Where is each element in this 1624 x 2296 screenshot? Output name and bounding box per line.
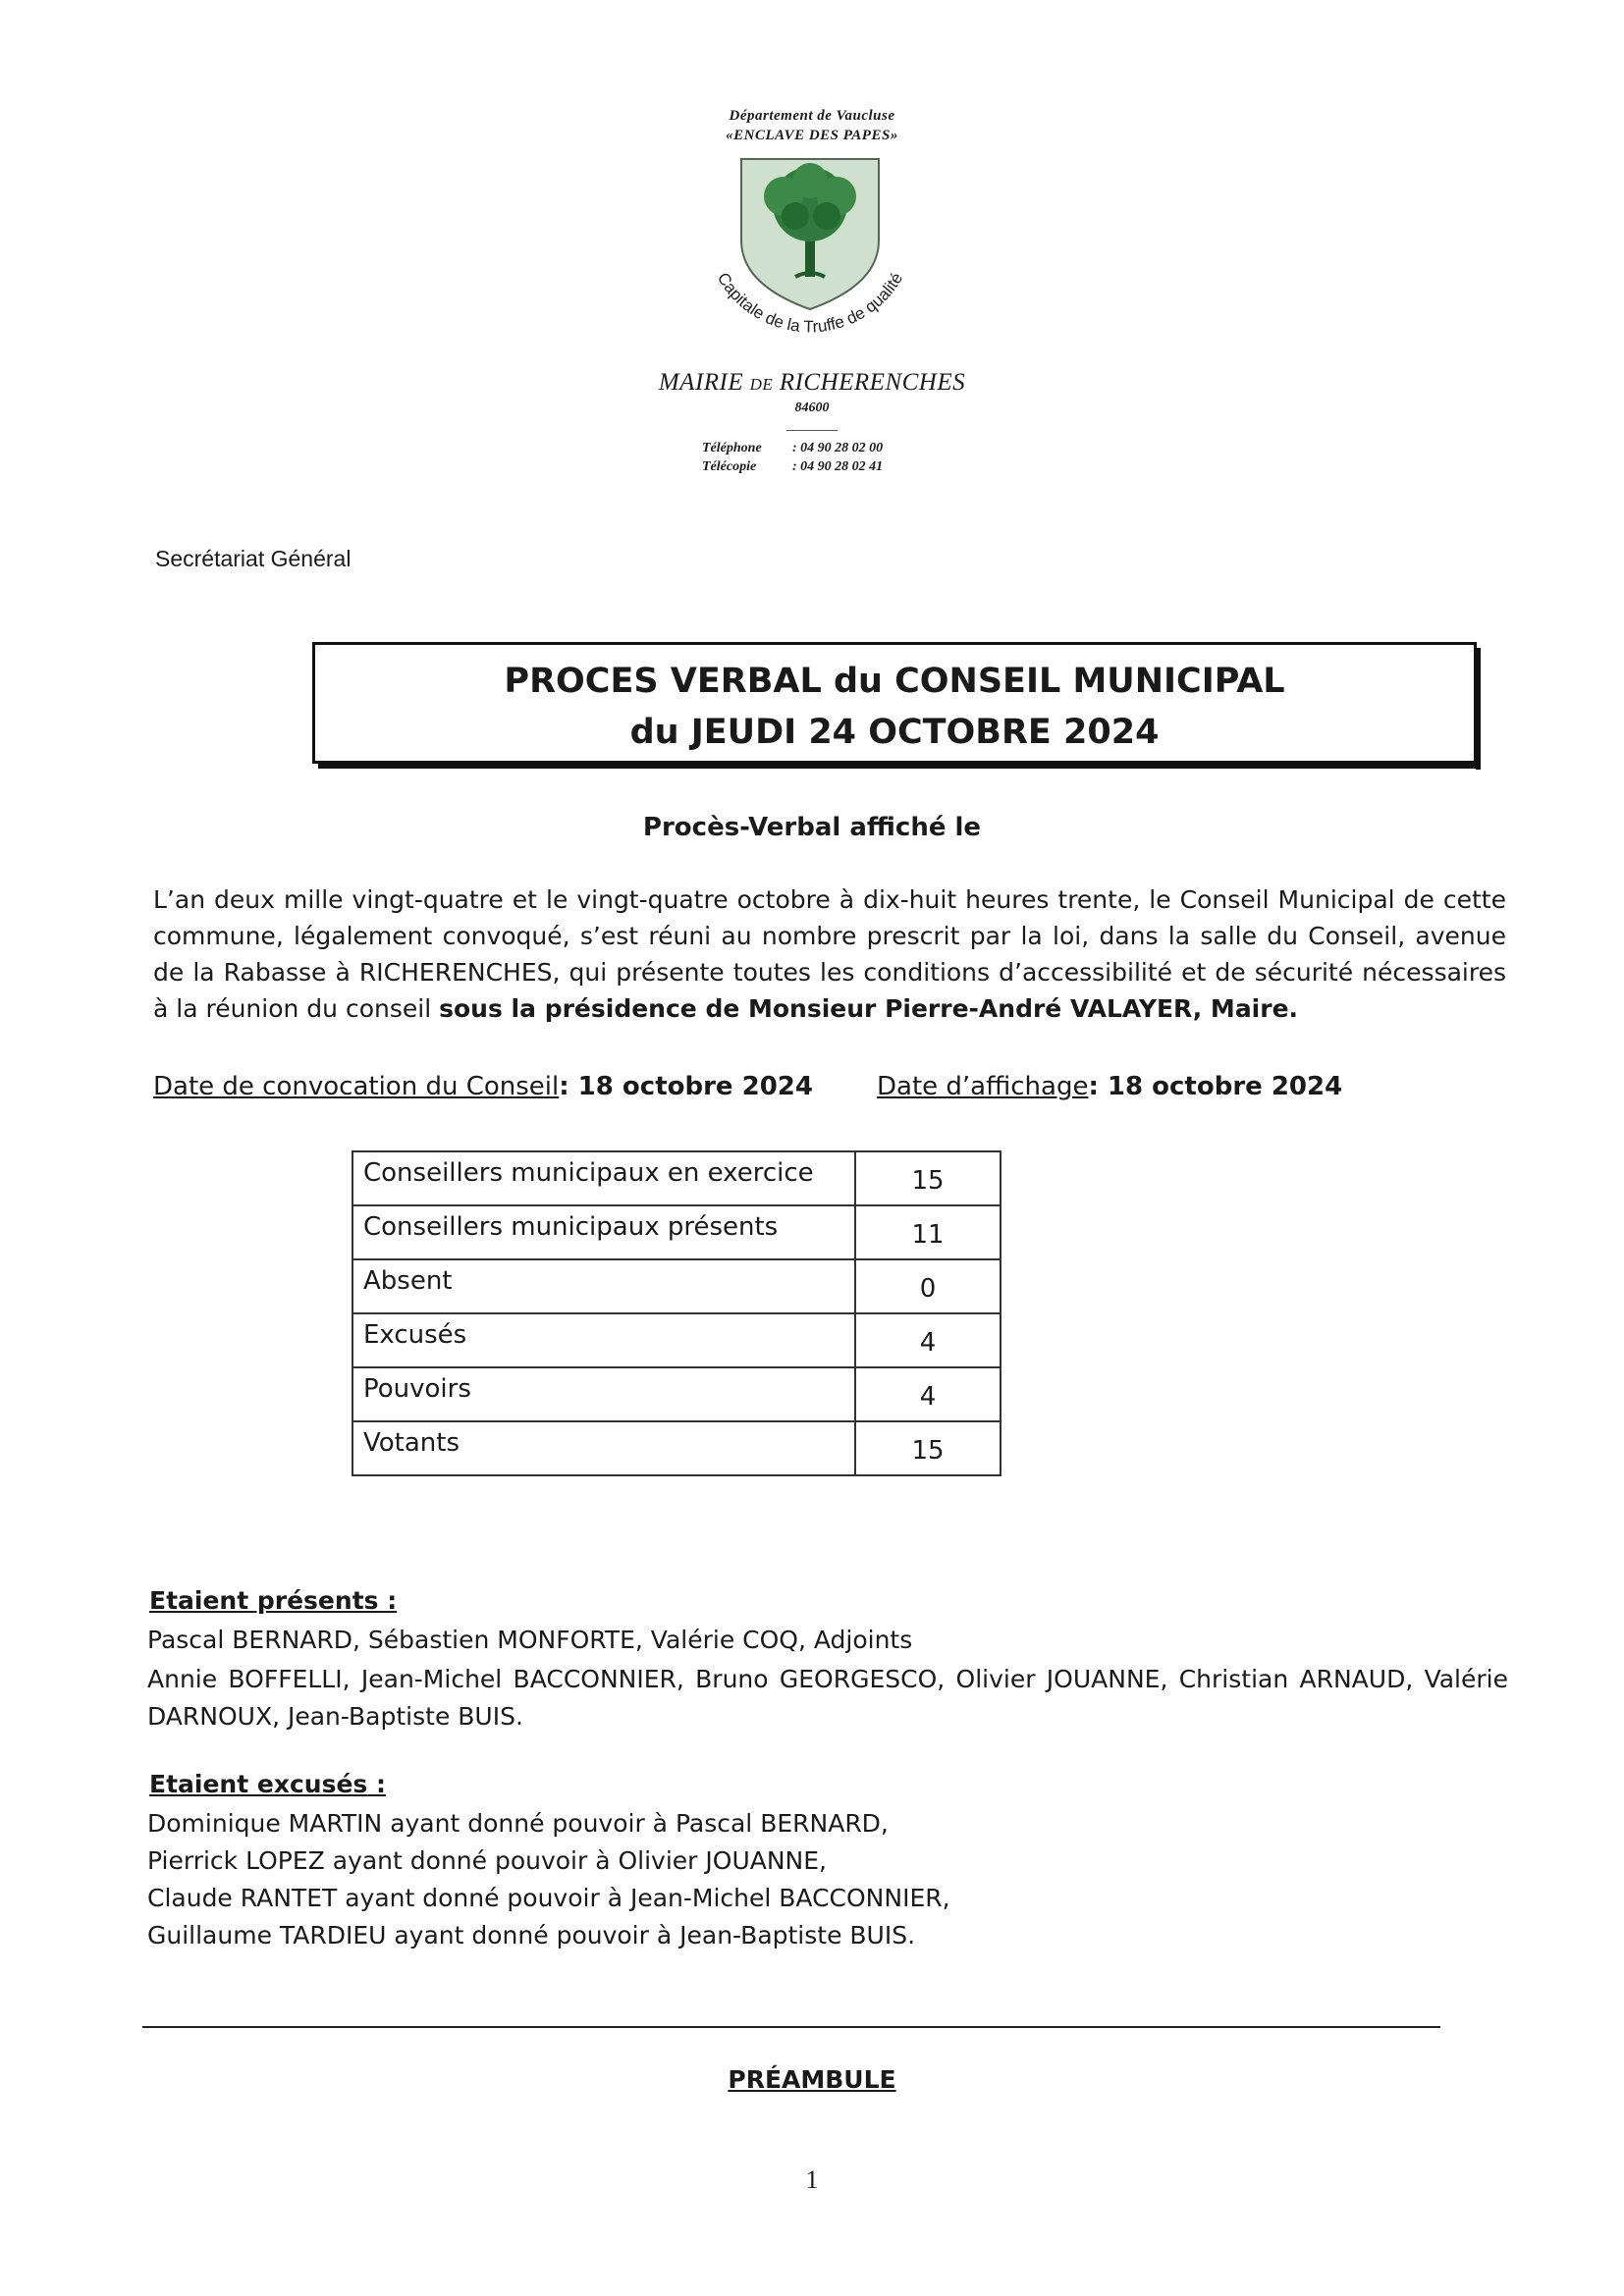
secretariat-label: Secrétariat Général [155,546,352,571]
mairie-name: MAIRIE DE RICHERENCHES [658,369,966,396]
department-name: Département de Vaucluse [729,108,895,124]
affiche-line: Procès-Verbal affiché le [642,813,982,842]
preambule-heading: PRÉAMBULE [728,2065,896,2094]
town-crest [687,147,933,353]
letterhead-divider [786,430,838,431]
phone-value: : 04 90 28 02 00 [792,441,884,455]
excuse-line: Guillaume TARDIEU ayant donné pouvoir à Jean-Baptiste BUIS. [147,1921,916,1949]
fax-value: : 04 90 28 02 41 [792,459,884,474]
stat-label: Excusés [352,1313,855,1367]
stat-value: 11 [855,1205,1001,1259]
section-divider [142,2026,1440,2028]
intro-presidence: sous la présidence de Monsieur Pierre-André VALAYER, Maire. [439,994,1299,1023]
stat-value: 0 [855,1259,1001,1313]
intro-paragraph [153,881,1506,1027]
excuse-line: Pierrick LOPEZ ayant donné pouvoir à Olivier JOUANNE, [147,1846,828,1875]
presents-line: Annie BOFFELLI, Jean-Michel BACCONNIER, Bruno GEORGESCO, Olivier JOUANNE, Christian ARNAUD, Valérie [147,1665,1508,1693]
stat-value: 4 [855,1313,1001,1367]
page-number: 1 [805,2165,819,2194]
table-row [352,1151,1001,1205]
excuse-line: Dominique MARTIN ayant donné pouvoir à Pascal BERNARD, [147,1809,889,1838]
convocation-date [153,1072,813,1101]
stat-label: Conseillers municipaux en exercice [352,1151,855,1205]
table-row [352,1205,1001,1259]
presents-line: DARNOUX, Jean-Baptiste BUIS. [147,1702,523,1731]
stat-label: Conseillers municipaux présents [352,1205,855,1259]
convocation-value: : 18 octobre 2024 [559,1072,813,1101]
table-row [352,1259,1001,1313]
stat-value: 4 [855,1367,1001,1421]
table-row [352,1421,1001,1475]
affichage-value: : 18 octobre 2024 [1088,1072,1343,1101]
postal-code: 84600 [794,400,830,415]
document-date-title: du JEUDI 24 OCTOBRE 2024 [629,713,1160,752]
presents-heading: Etaient présents : [149,1586,398,1615]
affichage-label: Date d’affichage [877,1072,1089,1101]
crest-motto: Capitale de la Truffe de qualité [713,269,907,337]
stat-label: Absent [352,1259,855,1313]
title-box-shadow-bottom [318,763,1481,769]
stat-label: Votants [352,1421,855,1475]
affichage-date [877,1072,1342,1101]
stat-value: 15 [855,1421,1001,1475]
enclave-name: «ENCLAVE DES PAPES» [726,128,898,143]
presents-line: Pascal BERNARD, Sébastien MONFORTE, Valérie COQ, Adjoints [147,1626,913,1654]
phone-label: Téléphone [702,441,762,455]
excuses-heading: Etaient excusés : [149,1770,386,1798]
table-row [352,1367,1001,1421]
convocation-label: Date de convocation du Conseil [153,1072,560,1101]
fax-label: Télécopie [702,459,757,474]
document-title: PROCES VERBAL du CONSEIL MUNICIPAL [504,662,1285,701]
excuse-line: Claude RANTET ayant donné pouvoir à Jean-Michel BACCONNIER, [147,1884,950,1912]
letterhead-department [0,106,1624,145]
stat-value: 15 [855,1151,1001,1205]
intro-text: L’an deux mille vingt-quatre et le vingt-quatre octobre à dix-huit heures trente, le Conseil Municipal de cette commune, légalement convoqué, s’est réuni au nombre prescrit par la loi, dans la salle du Conseil, avenue de la Rabasse à RICHERENCHES, qui présente toutes les conditions d’accessibilité et de sécurité nécessaires à la réunion du conseil [153,885,1506,1023]
table-row [352,1313,1001,1367]
crest-icon [687,147,933,353]
attendance-table [352,1150,1001,1476]
stat-label: Pouvoirs [352,1367,855,1421]
contact-block [0,439,1624,476]
